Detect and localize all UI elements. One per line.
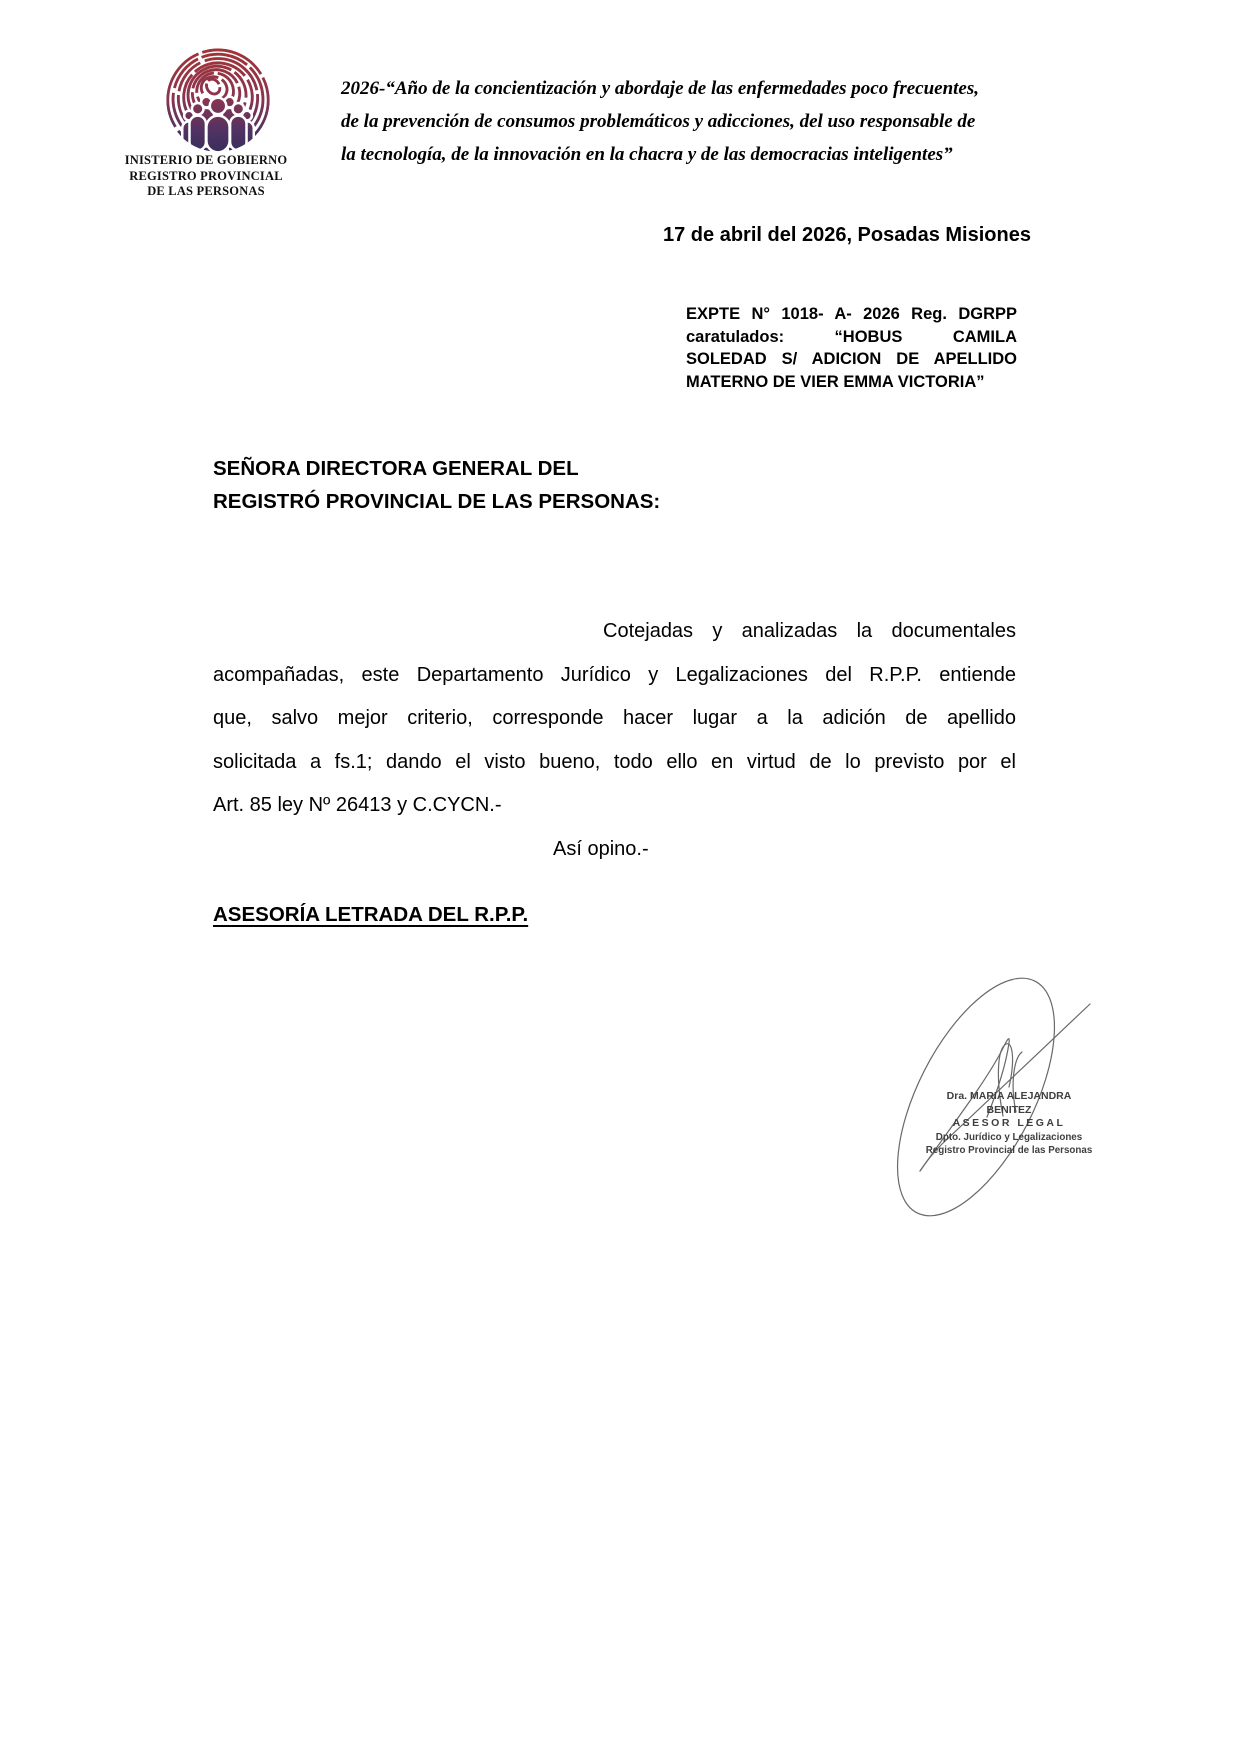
office-title: ASESORÍA LETRADA DEL R.P.P. bbox=[213, 903, 529, 926]
body-line: Cotejadas y analizadas la documentales bbox=[603, 620, 1016, 642]
quote-line: la tecnología, de la innovación en la chacra y de las democracias inteligentes” bbox=[341, 144, 953, 165]
signature-scribble-icon bbox=[780, 860, 1100, 1250]
quote-line: de la prevención de consumos problemáticos y adicciones, del uso responsable de bbox=[341, 111, 976, 132]
salutation-line: SEÑORA DIRECTORA GENERAL DEL bbox=[213, 457, 579, 480]
year-motto-quote bbox=[341, 72, 1047, 171]
quote-line: 2026-“Año de la concientización y abordaje de las enfermedades poco frecuentes, bbox=[341, 78, 980, 99]
ministry-name-line: DE LAS PERSONAS bbox=[147, 184, 265, 198]
expte-line: MATERNO DE VIER EMMA VICTORIA” bbox=[686, 372, 985, 391]
expte-line: SOLEDAD S/ ADICION DE APELLIDO bbox=[686, 350, 1017, 368]
stamp-role: ASESOR LEGAL bbox=[952, 1117, 1066, 1129]
stamp-name: Dra. MARIA ALEJANDRA BENITEZ bbox=[946, 1090, 1072, 1116]
ministry-name bbox=[116, 153, 296, 200]
body-line: que, salvo mejor criterio, corresponde hacer lugar a la adición de apellido bbox=[213, 707, 1016, 729]
body-line: solicitada a fs.1; dando el visto bueno, todo ello en virtud de lo previsto por el bbox=[213, 750, 1016, 773]
stamp-department: Dpto. Jurídico y Legalizaciones bbox=[935, 1131, 1083, 1143]
date-line: 17 de abril del 2026, Posadas Misiones bbox=[663, 224, 1031, 246]
expte-line: caratulados: “HOBUS CAMILA bbox=[686, 327, 1017, 346]
body-line: Art. 85 ley Nº 26413 y C.CYCN.- bbox=[213, 794, 502, 816]
salutation-line: REGISTRÓ PROVINCIAL DE LAS PERSONAS: bbox=[213, 490, 661, 513]
stamp-org: Registro Provincial de las Personas bbox=[925, 1145, 1093, 1156]
ministry-name-line: REGISTRO PROVINCIAL bbox=[129, 168, 283, 183]
ministry-fingerprint-logo-icon bbox=[160, 46, 276, 162]
body-line: acompañadas, este Departamento Jurídico y Legalizaciones del R.P.P. entiende bbox=[213, 663, 1016, 686]
signature-stamp bbox=[924, 1090, 1094, 1158]
opinion-line: Así opino.- bbox=[553, 837, 649, 860]
body-paragraph bbox=[213, 610, 1016, 871]
expediente-reference bbox=[686, 303, 1017, 393]
ministry-name-line: INISTERIO DE GOBIERNO bbox=[124, 153, 288, 167]
expte-line: EXPTE N° 1018- A- 2026 Reg. DGRPP bbox=[686, 305, 1017, 323]
salutation bbox=[213, 452, 660, 518]
